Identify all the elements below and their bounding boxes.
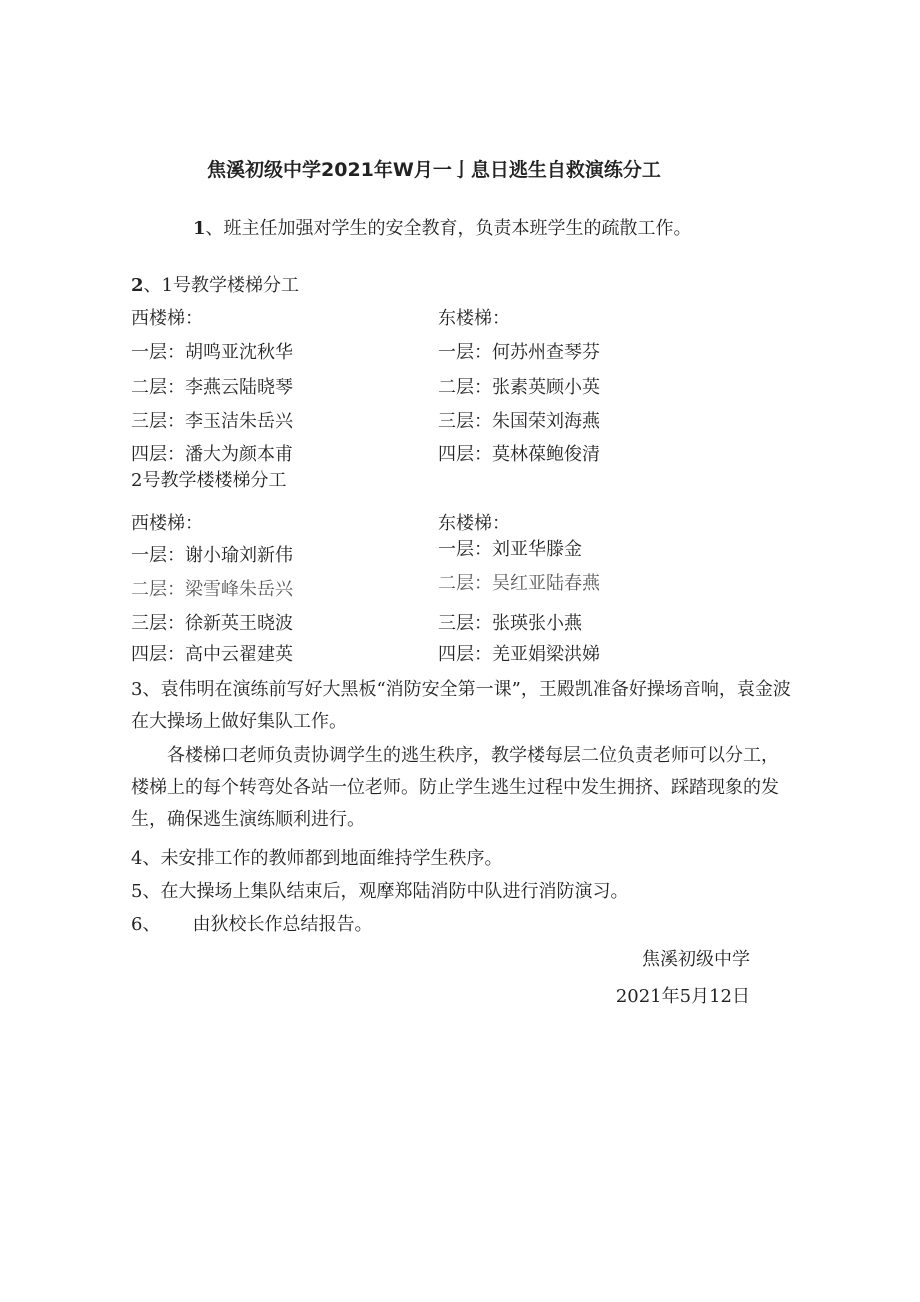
item-1-text: 、班主任加强对学生的安全教育，负责本班学生的疏散工作。 xyxy=(205,218,692,239)
building2-west-floor-1: 一层：谢小瑜刘新伟 xyxy=(131,545,293,566)
signature-org: 焦溪初级中学 xyxy=(642,949,750,970)
building2-east-floor-2: 二层：吴红亚陆春燕 xyxy=(438,573,600,594)
page-title: 焦溪初级中学2021年W月一亅息日逃生自救演练分工 xyxy=(207,159,661,181)
stairs-paragraph: 各楼梯口老师负责协调学生的逃生秩序，教学楼每层二位负责老师可以分工，楼梯上的每个转弯处各站一位老师。防止学生逃生过程中发生拥挤、踩踏现象的发生，确保逃生演练顺利进行。 xyxy=(131,745,779,830)
building2-east-header: 东楼梯： xyxy=(438,513,510,534)
item-4: 4、未安排工作的教师都到地面维持学生秩序。 xyxy=(131,848,503,869)
building1-east-floor-4: 四层：莫林葆鲍俊清 xyxy=(438,444,600,465)
building2-west-floor-2: 二层：梁雪峰朱岳兴 xyxy=(131,579,293,600)
building1-west-floor-2: 二层：李燕云陆晓琴 xyxy=(131,377,293,398)
building2-west-floor-3: 三层：徐新英王晓波 xyxy=(131,613,293,634)
building1-west-floor-1: 一层：胡鸣亚沈秋华 xyxy=(131,342,293,363)
building1-east-floor-2: 二层：张素英顾小英 xyxy=(438,377,600,398)
item-1-number: 1 xyxy=(193,218,206,239)
building2-west-floor-4: 四层：高中云翟建英 xyxy=(131,644,293,665)
building1-east-header: 东楼梯： xyxy=(438,308,510,329)
building1-west-floor-4: 四层：潘大为颜本甫 xyxy=(131,444,293,465)
building1-west-floor-3: 三层：李玉洁朱岳兴 xyxy=(131,411,293,432)
building1-east-floor-1: 一层：何苏州查琴芬 xyxy=(438,342,600,363)
building1-east-floor-3: 三层：朱国荣刘海燕 xyxy=(438,411,600,432)
building2-heading: 2号教学楼楼梯分工 xyxy=(131,470,287,491)
item-2-number: 2 xyxy=(131,275,144,296)
item-6-number: 6、 xyxy=(131,914,161,935)
building2-west-header: 西楼梯： xyxy=(131,513,203,534)
item-5: 5、在大操场上集队结束后，观摩郑陆消防中队进行消防演习。 xyxy=(131,881,629,902)
signature-date: 2021年5月12日 xyxy=(615,986,750,1007)
item-6 xyxy=(131,913,372,937)
building2-east-floor-1: 一层：刘亚华滕金 xyxy=(438,539,582,560)
item-2-text: 、1号教学楼梯分工 xyxy=(143,275,299,296)
item-6-text: 由狄校长作总结报告。 xyxy=(192,914,373,935)
building2-east-floor-3: 三层：张瑛张小燕 xyxy=(438,613,582,634)
item-1 xyxy=(193,217,692,241)
item-2-heading xyxy=(131,274,299,298)
building1-west-header: 西楼梯： xyxy=(131,308,203,329)
building2-east-floor-4: 四层：羌亚娟梁洪娣 xyxy=(438,644,600,665)
item-3: 3、袁伟明在演练前写好大黑板“消防安全第一课”，王殿凯准备好操场音响，袁金波在大操场上做好集队工作。 xyxy=(131,679,791,732)
